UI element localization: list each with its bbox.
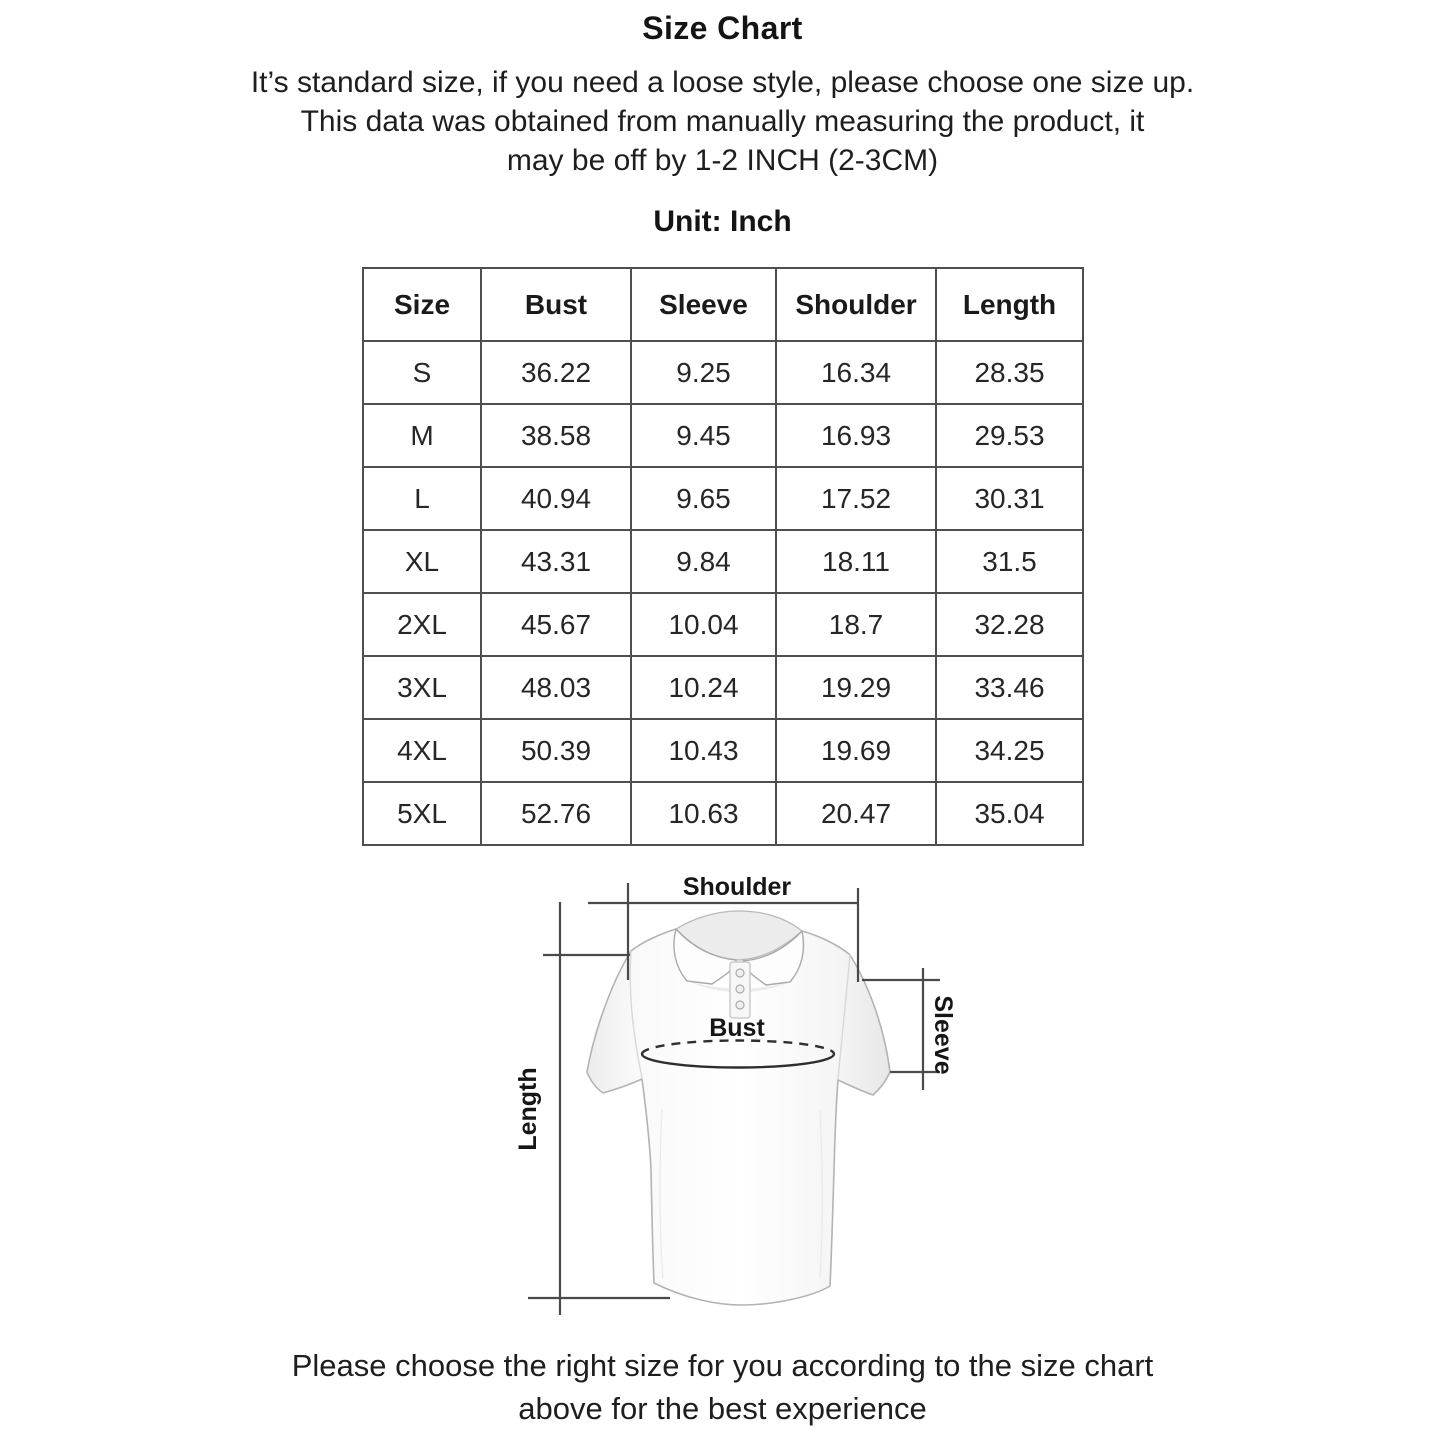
col-header-shoulder: Shoulder	[776, 268, 936, 341]
button	[736, 1001, 744, 1009]
table-cell: L	[363, 467, 481, 530]
button	[736, 985, 744, 993]
table-cell: 30.31	[936, 467, 1083, 530]
table-cell: 34.25	[936, 719, 1083, 782]
polo-shirt-illustration	[587, 911, 890, 1305]
table-row	[363, 593, 1083, 656]
table-row	[363, 404, 1083, 467]
table-cell: 45.67	[481, 593, 631, 656]
table-cell: 33.46	[936, 656, 1083, 719]
table-cell: 10.63	[631, 782, 776, 845]
button	[736, 969, 744, 977]
sleeve-label: Sleeve	[929, 995, 957, 1075]
table-cell: 28.35	[936, 341, 1083, 404]
table-cell: 43.31	[481, 530, 631, 593]
table-cell: 19.69	[776, 719, 936, 782]
table-cell: XL	[363, 530, 481, 593]
table-cell: 4XL	[363, 719, 481, 782]
table-cell: 38.58	[481, 404, 631, 467]
table-cell: 32.28	[936, 593, 1083, 656]
table-cell: 19.29	[776, 656, 936, 719]
col-header-length: Length	[936, 268, 1083, 341]
unit-label: Unit: Inch	[653, 205, 792, 238]
col-header-size: Size	[363, 268, 481, 341]
bust-label: Bust	[709, 1014, 765, 1042]
footer-line: above for the best experience	[518, 1391, 927, 1426]
shirt-measurement-diagram	[490, 865, 990, 1330]
table-cell: 17.52	[776, 467, 936, 530]
table-row	[363, 467, 1083, 530]
table-cell: 36.22	[481, 341, 631, 404]
table-header-row	[363, 268, 1083, 341]
table-cell: 20.47	[776, 782, 936, 845]
table-cell: 29.53	[936, 404, 1083, 467]
table-cell: 3XL	[363, 656, 481, 719]
table-cell: 18.11	[776, 530, 936, 593]
table-cell: 10.43	[631, 719, 776, 782]
col-header-bust: Bust	[481, 268, 631, 341]
table-row	[363, 782, 1083, 845]
intro-line: It’s standard size, if you need a loose style, please choose one size up.	[250, 66, 1195, 99]
table-cell: 48.03	[481, 656, 631, 719]
table-cell: M	[363, 404, 481, 467]
table-cell: 9.65	[631, 467, 776, 530]
table-cell: 5XL	[363, 782, 481, 845]
table-row	[363, 341, 1083, 404]
length-label: Length	[514, 1067, 542, 1151]
footer-line: Please choose the right size for you according to the size chart	[291, 1348, 1154, 1383]
table-cell: 2XL	[363, 593, 481, 656]
table-cell: 31.5	[936, 530, 1083, 593]
table-cell: 10.04	[631, 593, 776, 656]
table-cell: 9.84	[631, 530, 776, 593]
table-cell: 9.45	[631, 404, 776, 467]
shoulder-label: Shoulder	[682, 873, 792, 901]
table-cell: 18.7	[776, 593, 936, 656]
page-title: Size Chart	[642, 10, 803, 46]
table-cell: 16.34	[776, 341, 936, 404]
table-cell: 50.39	[481, 719, 631, 782]
intro-line: may be off by 1-2 INCH (2-3CM)	[506, 144, 939, 177]
table-cell: 40.94	[481, 467, 631, 530]
table-row	[363, 719, 1083, 782]
table-cell: S	[363, 341, 481, 404]
table-cell: 52.76	[481, 782, 631, 845]
intro-text	[0, 63, 1445, 180]
intro-line: This data was obtained from manually measuring the product, it	[300, 105, 1145, 138]
table-cell: 10.24	[631, 656, 776, 719]
footer-note	[0, 1344, 1445, 1430]
size-table	[362, 267, 1084, 846]
table-cell: 9.25	[631, 341, 776, 404]
table-row	[363, 656, 1083, 719]
table-row	[363, 530, 1083, 593]
table-cell: 35.04	[936, 782, 1083, 845]
col-header-sleeve: Sleeve	[631, 268, 776, 341]
table-cell: 16.93	[776, 404, 936, 467]
